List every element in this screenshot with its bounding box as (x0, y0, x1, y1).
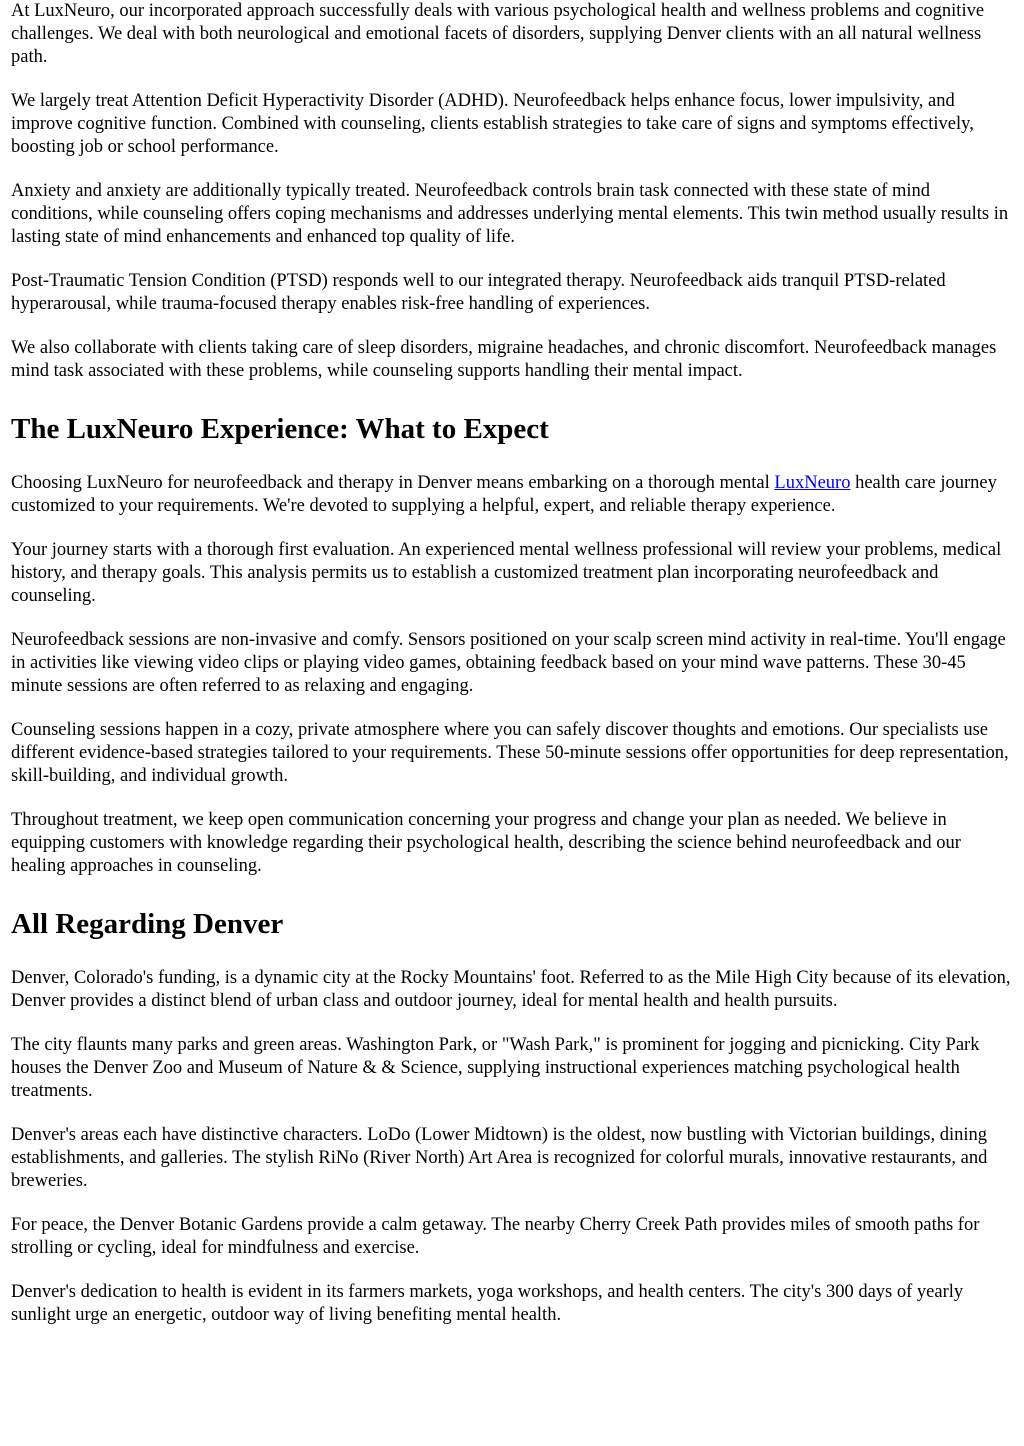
paragraph: Throughout treatment, we keep open communication concerning your progress and change your plan as needed. We believe in equipping customers with knowledge regarding their psychological health, describing the science behind neurofeedback and our healing approaches in counseling. (11, 810, 961, 876)
paragraph: We largely treat Attention Deficit Hyperactivity Disorder (ADHD). Neurofeedback helps enhance focus, lower impulsivity, and improve cognitive function. Combined with counseling, clients establish strategies to take care of signs and symptoms effectively, boosting job or school performance. (11, 91, 974, 157)
text-span: Choosing LuxNeuro for neurofeedback and therapy in Denver means embarking on a thorough mental (11, 473, 775, 493)
paragraph: Anxiety and anxiety are additionally typically treated. Neurofeedback controls brain task connected with these state of mind conditions, while counseling offers coping mechanisms and addresses underlying mental elements. This twin method usually results in lasting state of mind enhancements and enhanced top quality of life. (11, 181, 1009, 247)
text-span: health care journey customized to your requirements. We're devoted to supplying a helpful, expert, and reliable therapy experience. (11, 473, 997, 516)
paragraph: The city flaunts many parks and green areas. Washington Park, or "Wash Park," is prominent for jogging and picnicking. City Park houses the Denver Zoo and Museum of Nature & & Science, supplying instructional experiences matching psychological health treatments. (11, 1035, 980, 1101)
paragraph: At LuxNeuro, our incorporated approach successfully deals with various psychological health and wellness problems and cognitive challenges. We deal with both neurological and emotional facets of disorders, supplying Denver clients with an all natural wellness path. (11, 1, 985, 67)
denver-section (11, 907, 1014, 1327)
paragraph: Denver, Colorado's funding, is a dynamic city at the Rocky Mountains' foot. Referred to as the Mile High City because of its elevation, Denver provides a distinct blend of urban class and outdoor journey, ideal for mental health and health pursuits. (11, 968, 1011, 1011)
paragraph: Post-Traumatic Tension Condition (PTSD) responds well to our integrated therapy. Neurofeedback aids tranquil PTSD-related hyperarousal, while trauma-focused therapy enables risk-free handling of experiences. (11, 271, 946, 314)
paragraph: Counseling sessions happen in a cozy, private atmosphere where you can safely discover thoughts and emotions. Our specialists use different evidence-based strategies tailored to your requirements. These 50-minute sessions offer opportunities for deep representation, skill-building, and individual growth. (11, 720, 1009, 786)
paragraph: Denver's areas each have distinctive characters. LoDo (Lower Midtown) is the oldest, now bustling with Victorian buildings, dining establishments, and galleries. The stylish RiNo (River North) Art Area is recognized for colorful murals, innovative restaurants, and breweries. (11, 1125, 988, 1191)
paragraph: We also collaborate with clients taking care of sleep disorders, migraine headaches, and chronic discomfort. Neurofeedback manages mind task associated with these problems, while counseling supports handling their mental impact. (11, 338, 997, 381)
section-heading: All Regarding Denver (11, 908, 284, 940)
paragraph: Denver's dedication to health is evident in its farmers markets, yoga workshops, and health centers. The city's 300 days of yearly sunlight urge an energetic, outdoor way of living benefiting mental health. (11, 1282, 964, 1325)
paragraph-with-link (11, 472, 1014, 518)
experience-section (11, 412, 1014, 878)
paragraph: Neurofeedback sessions are non-invasive and comfy. Sensors positioned on your scalp screen mind activity in real-time. You'll engage in activities like viewing video clips or playing video games, obtaining feedback based on your mind wave patterns. These 30-45 minute sessions are often referred to as relaxing and engaging. (11, 630, 1006, 696)
luxneuro-link[interactable]: LuxNeuro (774, 473, 851, 493)
section-heading: The LuxNeuro Experience: What to Expect (11, 413, 549, 445)
paragraph: Your journey starts with a thorough first evaluation. An experienced mental wellness professional will review your problems, medical history, and therapy goals. This analysis permits us to establish a customized treatment plan incorporating neurofeedback and counseling. (11, 540, 1002, 606)
conditions-section (11, 0, 1014, 383)
paragraph: For peace, the Denver Botanic Gardens provide a calm getaway. The nearby Cherry Creek Path provides miles of smooth paths for strolling or cycling, ideal for mindfulness and exercise. (11, 1215, 980, 1258)
